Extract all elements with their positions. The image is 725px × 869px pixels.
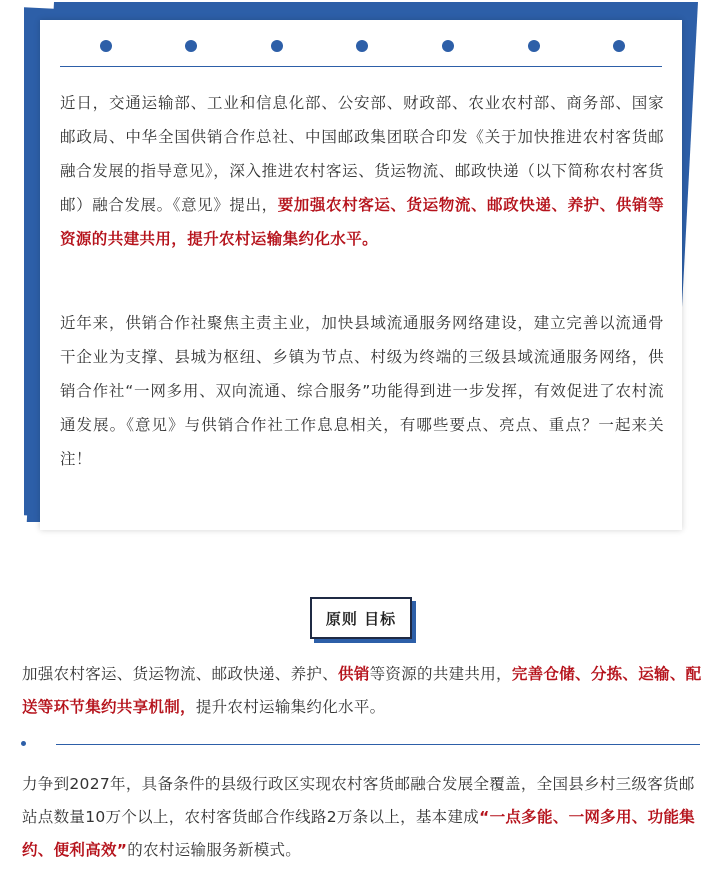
intro-highlight: 要加强农村客运、货运物流、邮政快递、养护、供销等资源的共建共用，提升农村运输集约化水平。 — [60, 196, 664, 248]
dot-icon — [442, 40, 454, 52]
principle-paragraph — [22, 658, 702, 724]
goal-text-c: 的农村运输服务新模式。 — [127, 841, 302, 859]
goal-highlight-b: “一点多能、一网多用、功能集约、便利高效” — [22, 808, 695, 859]
principle-text-e: 提升农村运输集约化水平。 — [195, 698, 386, 716]
intro-paragraph-1 — [60, 86, 664, 256]
principle-highlight-d: 完善仓储、分拣、运输、配送等环节集约共享机制， — [22, 665, 702, 716]
intro-paragraph-2: 近年来，供销合作社聚焦主责主业，加快县域流通服务网络建设，建立完善以流通骨干企业为支撑、县城为枢纽、乡镇为节点、村级为终端的三级县域流通服务网络，供销合作社“一网多用、双向流通、综合服务”功能得到进一步发挥，有效促进了农村流通发展。《意见》与供销合作社工作息息相关，有哪些要点、亮点、重点？一起来关注！ — [60, 314, 664, 468]
decorative-line — [60, 66, 662, 67]
intro-card — [40, 20, 682, 530]
goal-paragraph — [22, 768, 702, 867]
divider-line — [56, 744, 700, 745]
section-title: 原则 目标 — [325, 609, 397, 628]
dot-icon — [271, 40, 283, 52]
goal-text-a: 力争到2027年，具备条件的县级行政区实现农村客货邮融合发展全覆盖，全国县乡村三级客货邮站点数量10万个以上，农村客货邮合作线路2万条以上，基本建成 — [22, 775, 695, 826]
section-heading — [310, 597, 412, 639]
principle-highlight-b: 供销 — [338, 665, 370, 683]
dot-icon — [356, 40, 368, 52]
dot-icon — [185, 40, 197, 52]
dot-icon — [528, 40, 540, 52]
dot-icon — [100, 40, 112, 52]
divider-dot-icon — [21, 741, 26, 746]
principle-text-c: 等资源的共建共用， — [369, 665, 512, 683]
decorative-dots — [58, 34, 662, 58]
intro-text: 近日，交通运输部、工业和信息化部、公安部、财政部、农业农村部、商务部、国家邮政局、中华全国供销合作总社、中国邮政集团联合印发《关于加快推进农村客货邮融合发展的指导意见》，深入推进农村客运、货运物流、邮政快递（以下简称农村客货邮）融合发展。《意见》提出， — [60, 94, 664, 214]
dot-icon — [613, 40, 625, 52]
principle-text-a: 加强农村客运、货运物流、邮政快递、养护、 — [22, 665, 339, 683]
